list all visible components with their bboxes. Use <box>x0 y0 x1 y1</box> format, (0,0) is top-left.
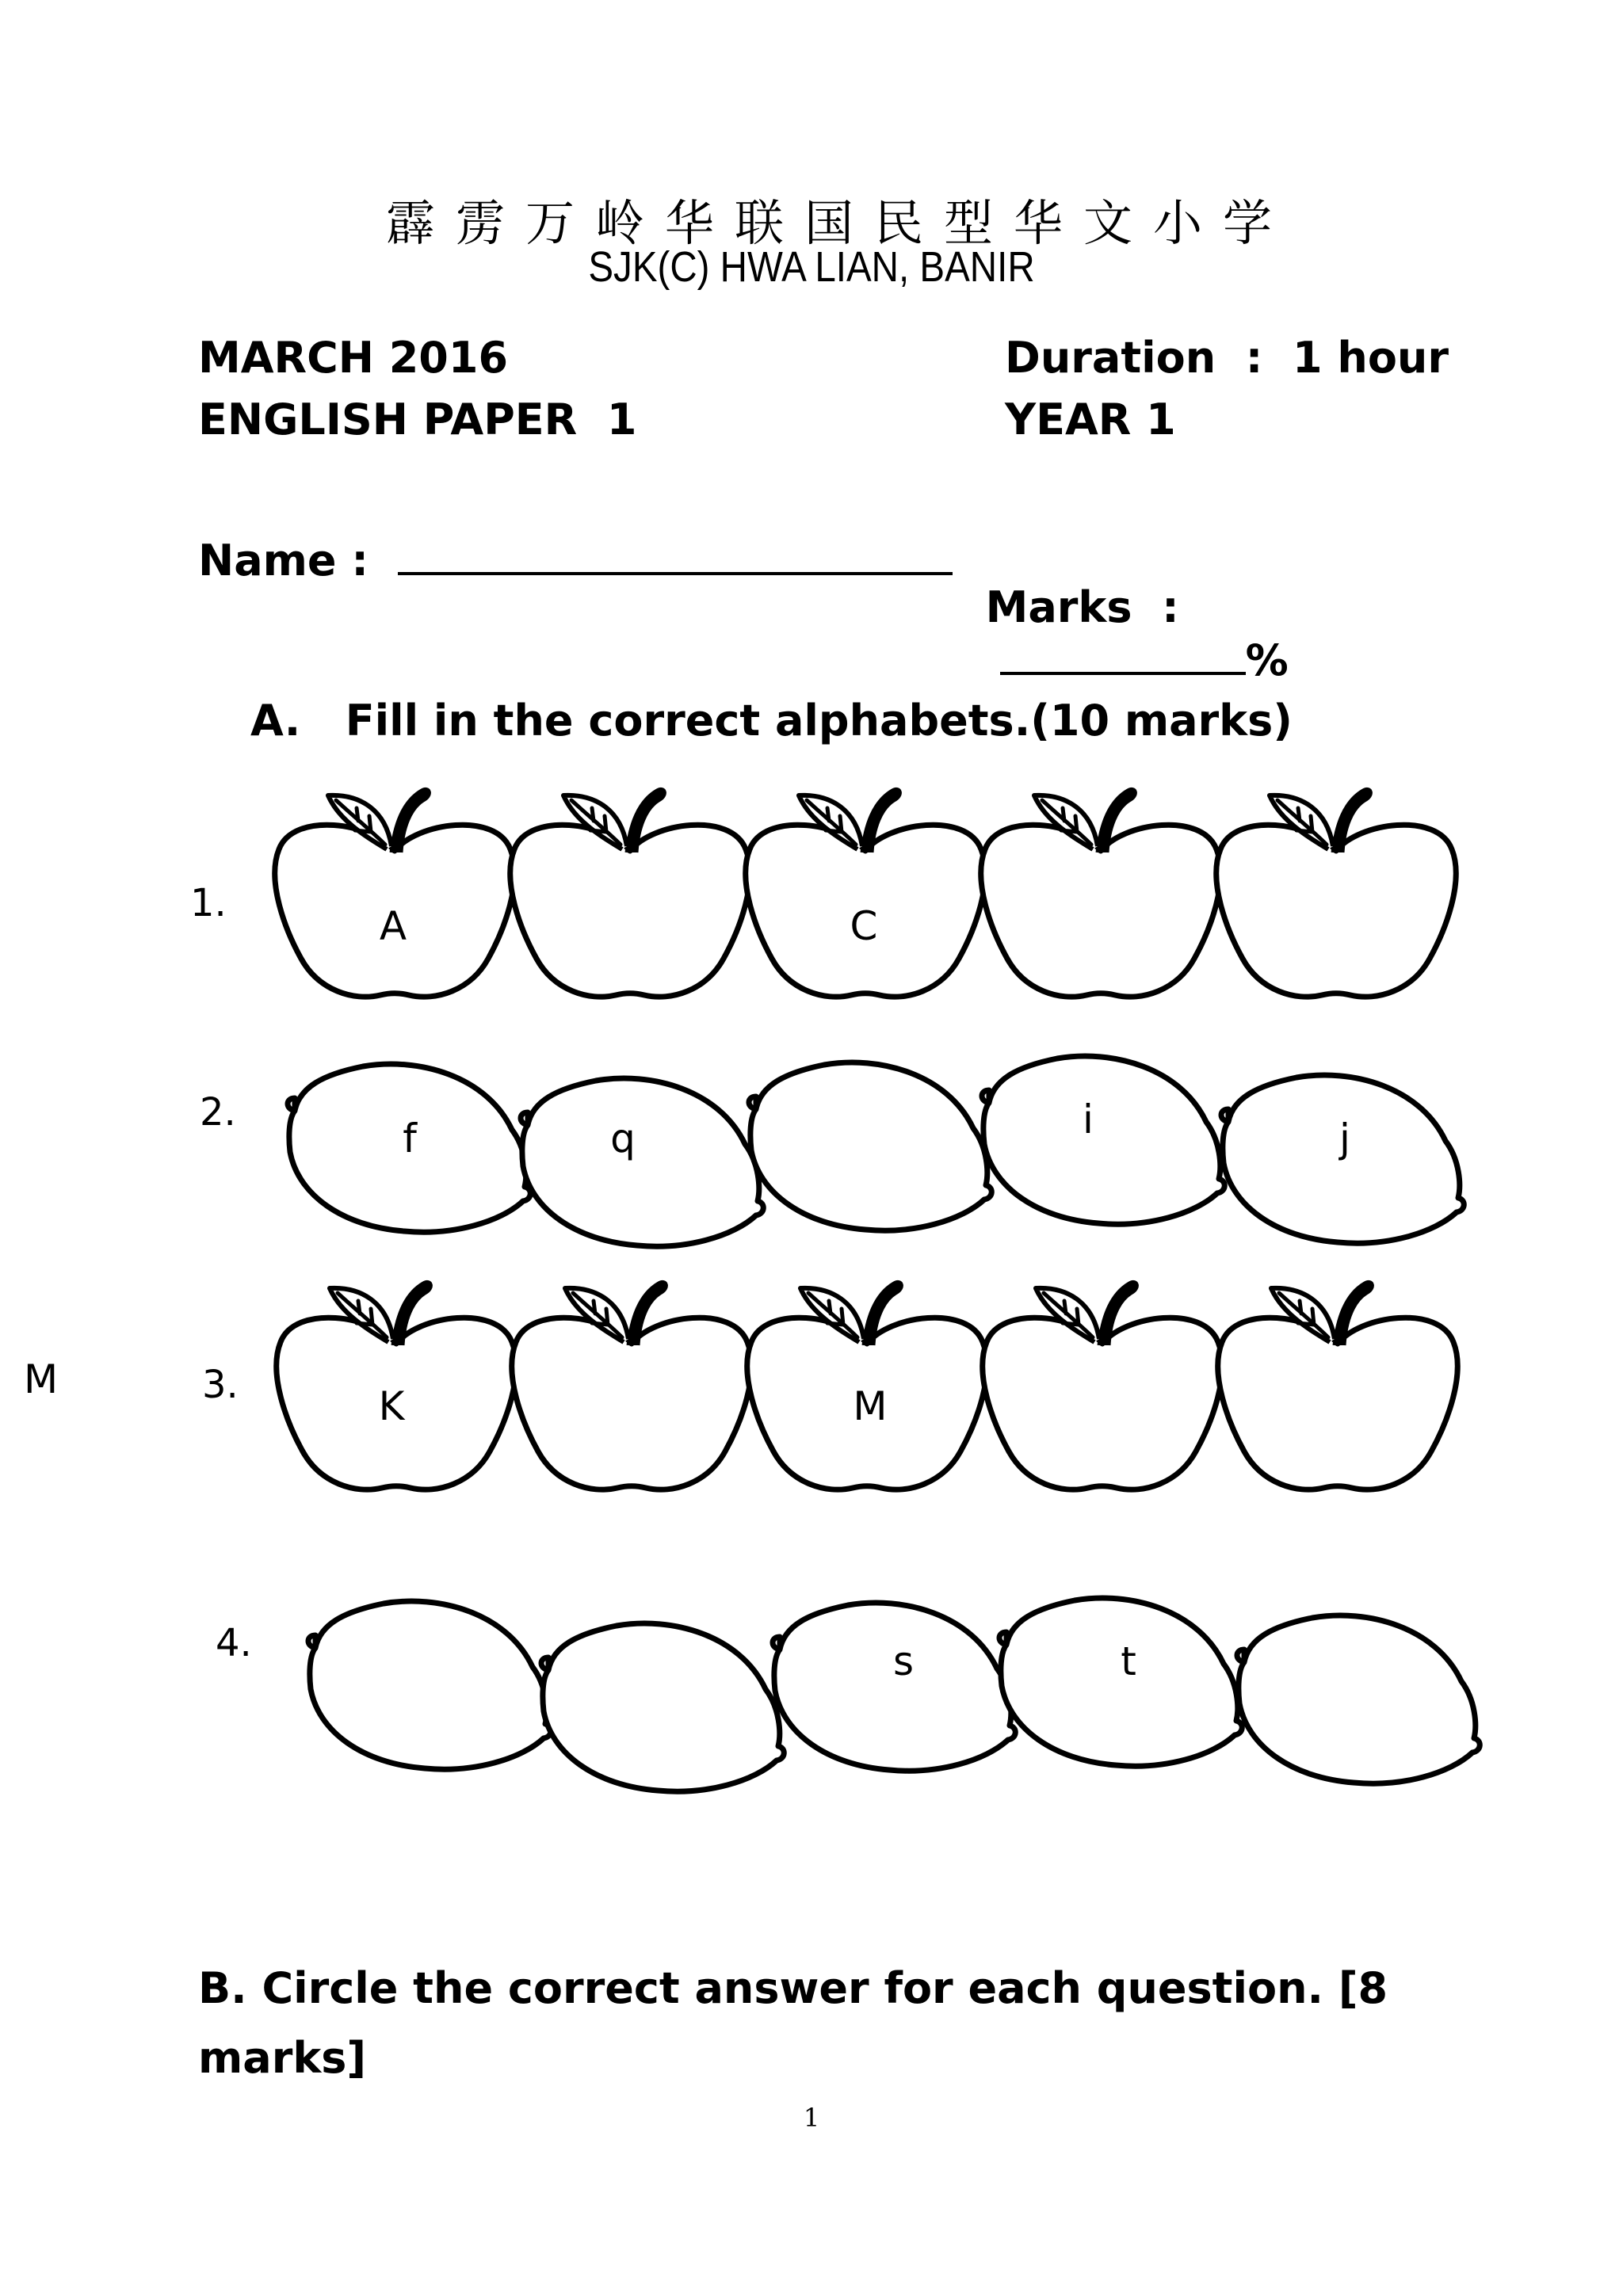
marks-label: Marks : <box>985 582 1179 632</box>
fruit-letter: q <box>610 1116 636 1161</box>
question-number: 1. <box>190 881 227 925</box>
page-number: 1 <box>803 2103 820 2133</box>
question-number: 3. <box>202 1363 239 1407</box>
fruit-letter: s <box>892 1638 915 1684</box>
name-label: Name : <box>198 536 369 585</box>
exam-month: MARCH 2016 <box>198 333 509 383</box>
section-b-title: B. Circle the correct answer for each question. [8 <box>198 1963 1388 2013</box>
fruit-letter: K <box>378 1383 405 1429</box>
fruit-letter: f <box>403 1116 417 1161</box>
paper-title: ENGLISH PAPER 1 <box>198 395 637 444</box>
school-name: SJK(C) HWA LIAN, BANIR <box>588 243 1035 291</box>
fruit-letter: M <box>853 1383 888 1429</box>
question-number: 4. <box>216 1621 252 1665</box>
section-a-title: A. Fill in the correct alphabets.(10 marks) <box>250 696 1293 746</box>
school-name-chinese: 霹雳万岭华联国民型华文小学 <box>385 194 1293 252</box>
fruit-letter: A <box>379 903 407 949</box>
fruit-letter: t <box>1121 1638 1136 1684</box>
fruit-letter: C <box>850 903 878 949</box>
percent-sign: % <box>1245 635 1289 685</box>
fruit-letter: j <box>1339 1116 1350 1161</box>
year-level: YEAR 1 <box>1005 395 1176 444</box>
fruit-letter: i <box>1083 1097 1094 1142</box>
section-b-title-continued: marks] <box>198 2033 367 2083</box>
duration: Duration : 1 hour <box>1005 333 1449 383</box>
margin-note: M <box>24 1356 59 1402</box>
question-number: 2. <box>200 1090 236 1135</box>
